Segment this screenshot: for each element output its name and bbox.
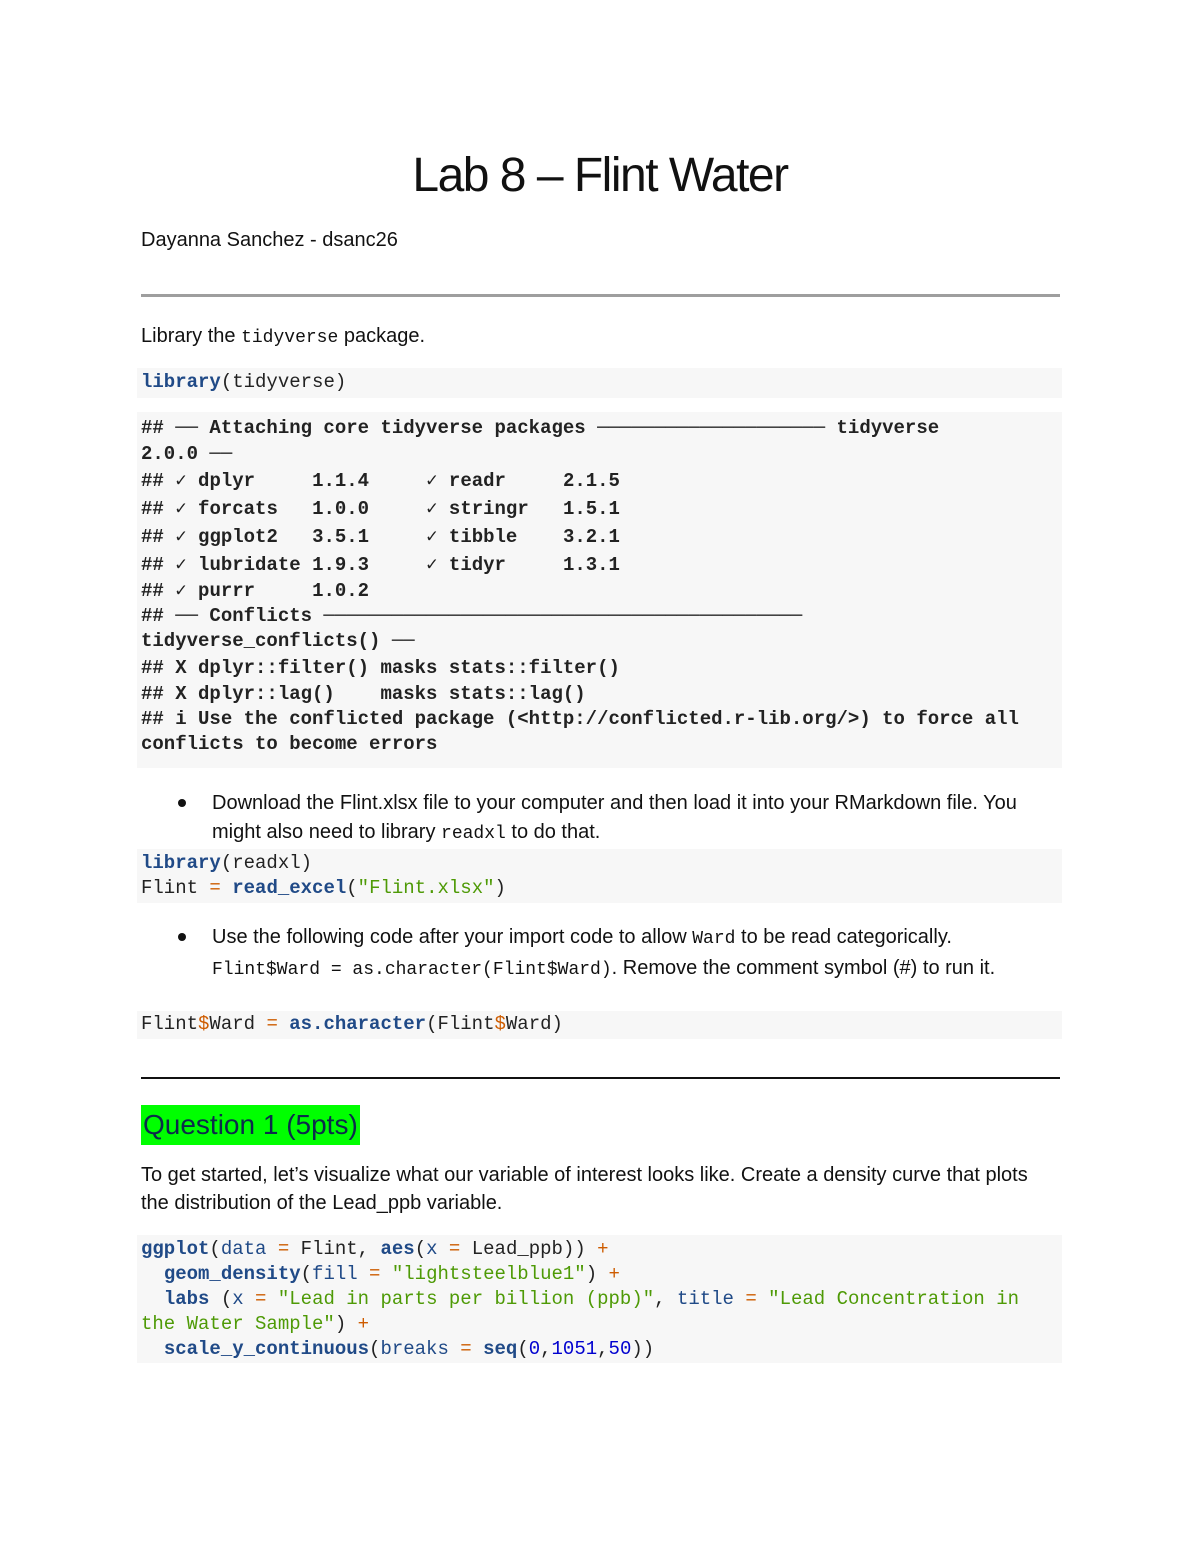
code-paren: ( (209, 1238, 221, 1260)
console-output-block (137, 412, 1062, 768)
output-line: conflicts to become errors (141, 733, 438, 755)
code-paren: ) (585, 1263, 609, 1285)
code-operator: = (266, 1013, 278, 1035)
code-paren: ( (414, 1238, 427, 1260)
code-number: 0 (528, 1338, 541, 1360)
output-line: tidyverse_conflicts() ── (141, 630, 415, 652)
code-text: (tidyverse) (220, 371, 347, 393)
output-line: 2.0.0 ── (141, 443, 233, 465)
output-line: ## X dplyr::filter() masks stats::filter() (141, 657, 620, 679)
output-line: ## i Use the conflicted package (<http://conflicted.r-lib.org/>) to force all (141, 708, 1019, 730)
output-line: ## ✓ forcats 1.0.0 ✓ stringr 1.5.1 (141, 498, 620, 520)
output-line: ## ── Conflicts ────────────────────────────────────────── (141, 605, 803, 627)
intro-paragraph (141, 322, 425, 352)
code-comma: , (540, 1338, 552, 1360)
output-line: ## ✓ dplyr 1.1.4 ✓ readr 2.1.5 (141, 470, 620, 492)
output-line: ## ✓ ggplot2 3.5.1 ✓ tibble 3.2.1 (141, 526, 620, 548)
output-line: ## ── Attaching core tidyverse packages ──────────────────── tidyverse (141, 417, 940, 439)
bullet-text-end: . Remove the comment symbol (#) to run it. (611, 957, 996, 979)
code-string: "Lead Concentration in (768, 1288, 1020, 1310)
page-title: Lab 8 – Flint Water (412, 149, 788, 202)
code-arg: x (232, 1288, 244, 1310)
code-paren: ( (209, 1288, 233, 1310)
code-function: aes (380, 1238, 415, 1260)
code-block-ward (137, 1011, 1062, 1039)
code-paren: ) (334, 1313, 358, 1335)
output-line: ## ✓ lubridate 1.9.3 ✓ tidyr 1.3.1 (141, 554, 620, 576)
code-operator: = (357, 1263, 392, 1285)
intro-text: Library the (141, 325, 242, 347)
code-variable: Flint (141, 877, 210, 899)
code-paren: )) (631, 1338, 655, 1360)
code-string: "Lead in parts per billion (ppb)" (277, 1288, 655, 1310)
code-text: (readxl) (220, 852, 313, 874)
code-block-readxl (137, 849, 1062, 903)
inline-code: tidyverse (241, 328, 339, 348)
code-function: ggplot (141, 1238, 210, 1260)
output-line: ## ✓ purrr 1.0.2 (141, 580, 370, 602)
bullet-item-ward (212, 923, 1062, 985)
code-operator: = (448, 1338, 484, 1360)
code-arg: data (220, 1238, 267, 1260)
divider (141, 294, 1060, 297)
code-paren: ( (346, 877, 358, 899)
code-operator: + (597, 1238, 609, 1260)
code-operator: = (437, 1238, 472, 1260)
code-string: the Water Sample" (141, 1313, 335, 1335)
bullet-icon (178, 933, 186, 941)
code-operator: $ (198, 1013, 210, 1035)
code-variable: Flint (141, 1013, 199, 1035)
code-string: "Flint.xlsx" (357, 877, 495, 899)
code-comma: , (597, 1338, 609, 1360)
bullet-text: Download the Flint.xlsx file to your computer and then load it into your RMarkdown file. You might also need to library (212, 792, 1017, 843)
output-line: ## X dplyr::lag() masks stats::lag() (141, 683, 586, 705)
code-text: , (654, 1288, 677, 1310)
intro-text-end: package. (338, 325, 426, 347)
code-operator: + (608, 1263, 620, 1285)
bullet-text: Use the following code after your import code to allow (212, 926, 693, 948)
code-arg: x (426, 1238, 438, 1260)
code-function: read_excel (232, 877, 347, 899)
code-number: 50 (608, 1338, 632, 1360)
author-line: Dayanna Sanchez - dsanc26 (141, 229, 398, 251)
code-block-ggplot (137, 1235, 1062, 1363)
code-operator: = (243, 1288, 278, 1310)
inline-code: Ward (692, 929, 736, 949)
code-block-library-tidyverse (137, 368, 1062, 398)
code-number: 1051 (551, 1338, 598, 1360)
code-function: geom_density (163, 1263, 301, 1285)
code-arg: fill (312, 1263, 358, 1285)
code-function: scale_y_continuous (163, 1338, 370, 1360)
code-arg: title (676, 1288, 734, 1310)
code-operator: + (357, 1313, 370, 1335)
code-function: labs (163, 1288, 210, 1310)
bullet-icon (178, 799, 186, 807)
code-arg: breaks (380, 1338, 449, 1360)
code-operator: = (266, 1238, 301, 1260)
code-operator: $ (494, 1013, 506, 1035)
code-text: Flint, (300, 1238, 381, 1260)
code-function: library (141, 852, 221, 874)
code-text: Lead_ppb)) (471, 1238, 598, 1260)
code-paren: ( (517, 1338, 529, 1360)
code-function: library (141, 371, 221, 393)
bullet-text-end: to do that. (505, 821, 601, 843)
code-paren: ) (494, 877, 506, 899)
code-string: "lightsteelblue1" (391, 1263, 586, 1285)
bullet-item-download (212, 789, 1062, 849)
section-divider (141, 1077, 1060, 1079)
inline-code: Flint$Ward = as.character(Flint$Ward) (212, 960, 612, 980)
code-variable: Ward (209, 1013, 267, 1035)
code-text: Ward) (505, 1013, 563, 1035)
question-text: To get started, let’s visualize what our variable of interest looks like. Create a density curve that plots the distribution of the Lead_ppb variable. (141, 1164, 1028, 1214)
bullet-text-mid: to be read categorically. (735, 926, 952, 948)
question-heading: Question 1 (5pts) (141, 1105, 360, 1145)
code-text: (Flint (426, 1013, 495, 1035)
code-paren: ( (369, 1338, 381, 1360)
code-operator: = (209, 877, 221, 899)
code-paren: ( (300, 1263, 313, 1285)
inline-code: readxl (441, 824, 506, 844)
code-function: as.character (277, 1013, 427, 1035)
code-operator: = (733, 1288, 769, 1310)
code-function: seq (483, 1338, 518, 1360)
